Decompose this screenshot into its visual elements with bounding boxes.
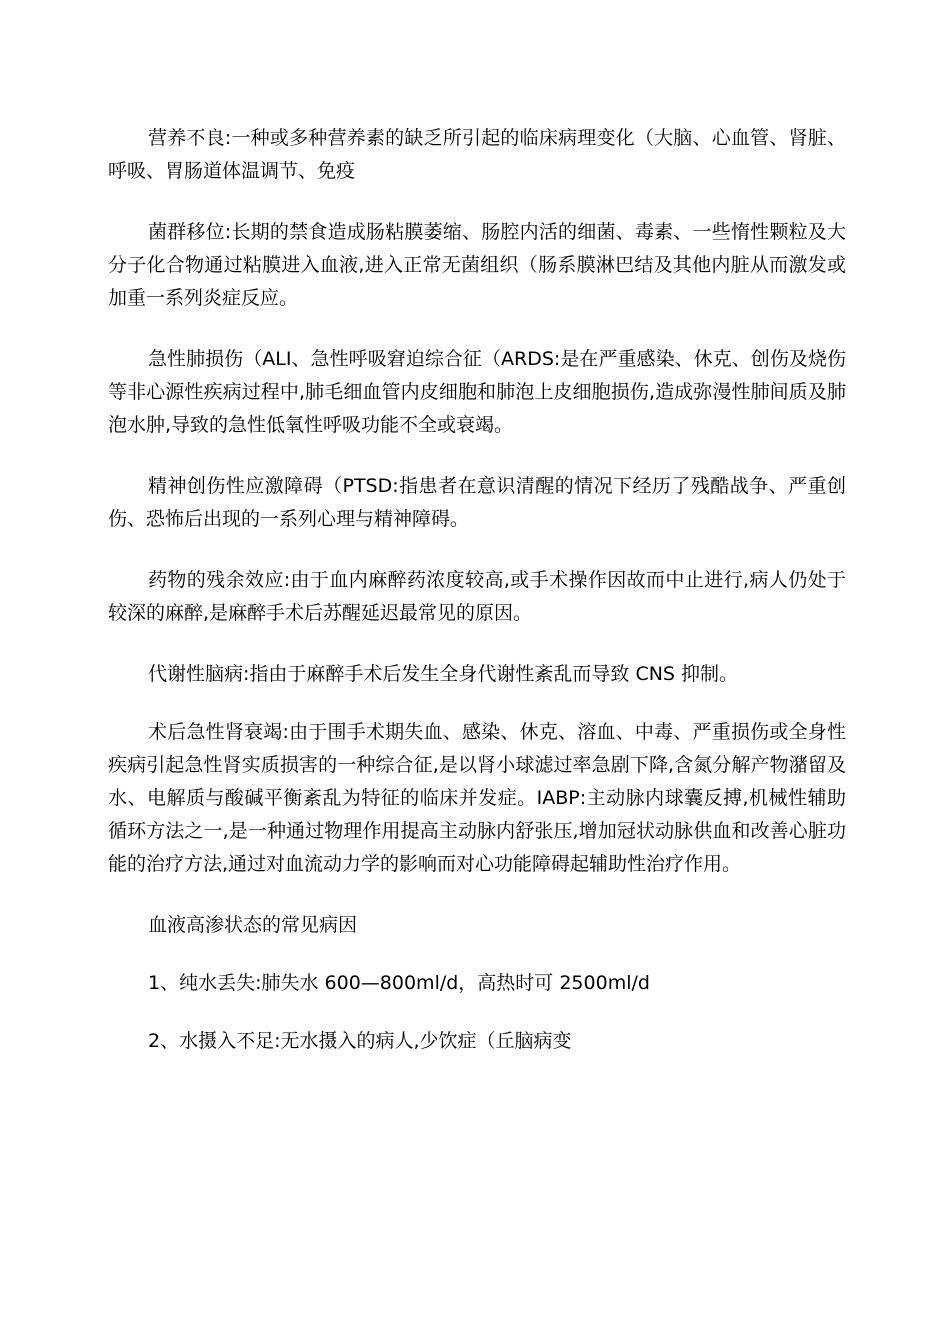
document-page (108, 122, 846, 1083)
paragraph-acute-lung-injury: 急性肺损伤（ALI、急性呼吸窘迫综合征（ARDS:是在严重感染、休克、创伤及烧伤等非心源性疾病过程中,肺毛细血管内皮细胞和肺泡上皮细胞损伤,造成弥漫性肺间质及肺泡水肿,导致的急性低氧性呼吸功能不全或衰竭。 (108, 348, 846, 436)
paragraph-ptsd: 精神创伤性应激障碍（PTSD:指患者在意识清醒的情况下经历了残酷战争、严重创伤、恐怖后出现的一系列心理与精神障碍。 (108, 475, 846, 530)
list-item-pure-water-loss: 1、纯水丢失:肺失水 600—800ml/d，高热时可 2500ml/d (148, 972, 650, 994)
paragraph-malnutrition: 营养不良:一种或多种营养素的缺乏所引起的临床病理变化（大脑、心血管、肾脏、呼吸、胃肠道体温调节、免疫 (108, 127, 846, 182)
paragraph-residual-drug-effect: 药物的残余效应:由于血内麻醉药浓度较高,或手术操作因故而中止进行,病人仍处于较深的麻醉,是麻醉手术后苏醒延迟最常见的原因。 (108, 569, 846, 624)
paragraph-bacterial-translocation: 菌群移位:长期的禁食造成肠粘膜萎缩、肠腔内活的细菌、毒素、一些惰性颗粒及大分子化合物通过粘膜进入血液,进入正常无菌组织（肠系膜淋巴结及其他内脏从而激发或加重一系列炎症反应。 (108, 221, 846, 309)
list-item-insufficient-intake: 2、水摄入不足:无水摄入的病人,少饮症（丘脑病变 (148, 1030, 572, 1052)
paragraph-metabolic-encephalopathy: 代谢性脑病:指由于麻醉手术后发生全身代谢性紊乱而导致 CNS 抑制。 (148, 663, 739, 685)
paragraph-hyperosmolar-causes-heading: 血液高渗状态的常见病因 (148, 914, 358, 936)
paragraph-acute-renal-failure: 术后急性肾衰竭:由于围手术期失血、感染、休克、溶血、中毒、严重损伤或全身性疾病引起急性肾实质损害的一种综合征,是以肾小球滤过率急剧下降,含氮分解产物潴留及水、电解质与酸碱平衡紊乱为特征的临床并发症。IABP:主动脉内球囊反搏,机械性辅助循环方法之一,是一种通过物理作用提高主动脉内舒张压,增加冠状动脉供血和改善心脏功能的治疗方法,通过对血流动力学的影响而对心功能障碍起辅助性治疗作用。 (108, 721, 846, 875)
